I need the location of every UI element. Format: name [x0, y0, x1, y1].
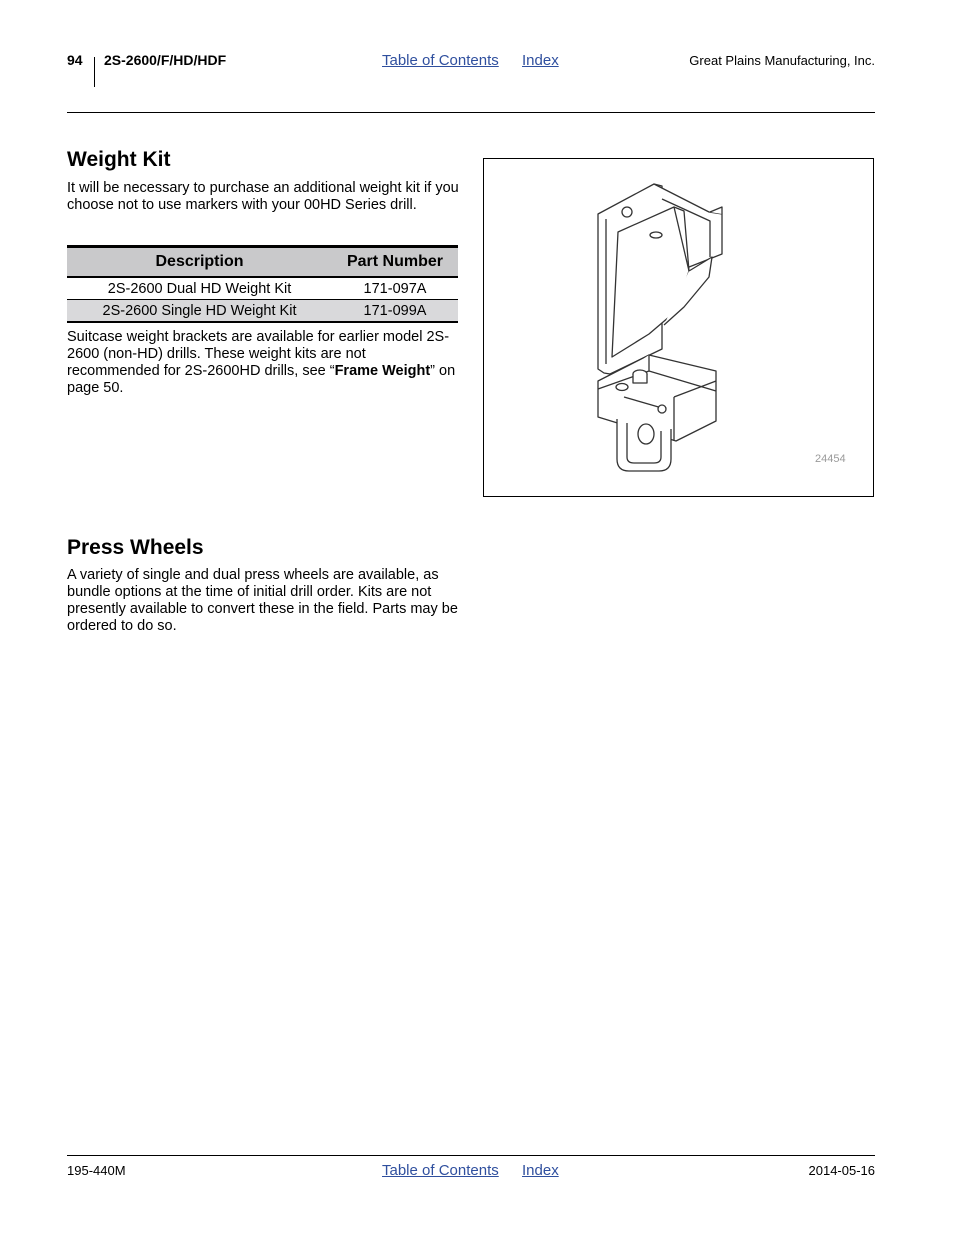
table-row: [67, 277, 458, 300]
table-row: [67, 300, 458, 323]
column-header-part-number: Part Number: [332, 247, 458, 278]
model-title: 2S-2600/F/HD/HDF: [104, 52, 227, 68]
row-part-number: 171-099A: [332, 300, 458, 323]
document-number: 195-440M: [67, 1163, 126, 1178]
column-header-description: Description: [67, 247, 332, 278]
row-description: 2S-2600 Single HD Weight Kit: [67, 300, 332, 323]
row-description: 2S-2600 Dual HD Weight Kit: [107, 280, 292, 297]
press-wheels-text: A variety of single and dual press wheels are available, as bundle options at the time of initial drill order. Kits are not presently available to convert these in the field. Parts may be ordered to do so.: [67, 567, 458, 634]
header-divider: [94, 57, 95, 87]
header-index-link[interactable]: Index: [522, 52, 559, 69]
weight-kit-table: [67, 245, 458, 323]
note-text-end: ” on page 50.: [67, 363, 456, 396]
footer-index-link[interactable]: Index: [522, 1162, 559, 1179]
footer-rule: [67, 1155, 875, 1156]
press-wheels-heading: Press Wheels: [67, 536, 204, 559]
weight-kit-heading: Weight Kit: [67, 148, 171, 171]
weight-kit-note: [67, 329, 459, 397]
weight-bracket-illustration: [484, 159, 873, 496]
figure-frame: [483, 158, 874, 497]
note-text: Suitcase weight brackets are available for earlier model 2S-2600 (non-HD) drills. These weight kits are not recommended for 2S-2600HD drills, see “: [67, 329, 450, 379]
company-name: Great Plains Manufacturing, Inc.: [689, 53, 875, 68]
footer-toc-link[interactable]: Table of Contents: [382, 1162, 499, 1179]
figure-number: 24454: [815, 453, 846, 465]
publication-date: 2014-05-16: [808, 1163, 875, 1178]
header-rule: [67, 112, 875, 113]
header-toc-link[interactable]: Table of Contents: [382, 52, 499, 69]
weight-kit-intro: It will be necessary to purchase an additional weight kit if you choose not to use markers with your 00HD Series drill.: [67, 180, 459, 213]
frame-weight-reference: Frame Weight: [334, 363, 431, 379]
page-number: 94: [67, 52, 83, 68]
row-part-number: 171-097A: [363, 280, 427, 297]
